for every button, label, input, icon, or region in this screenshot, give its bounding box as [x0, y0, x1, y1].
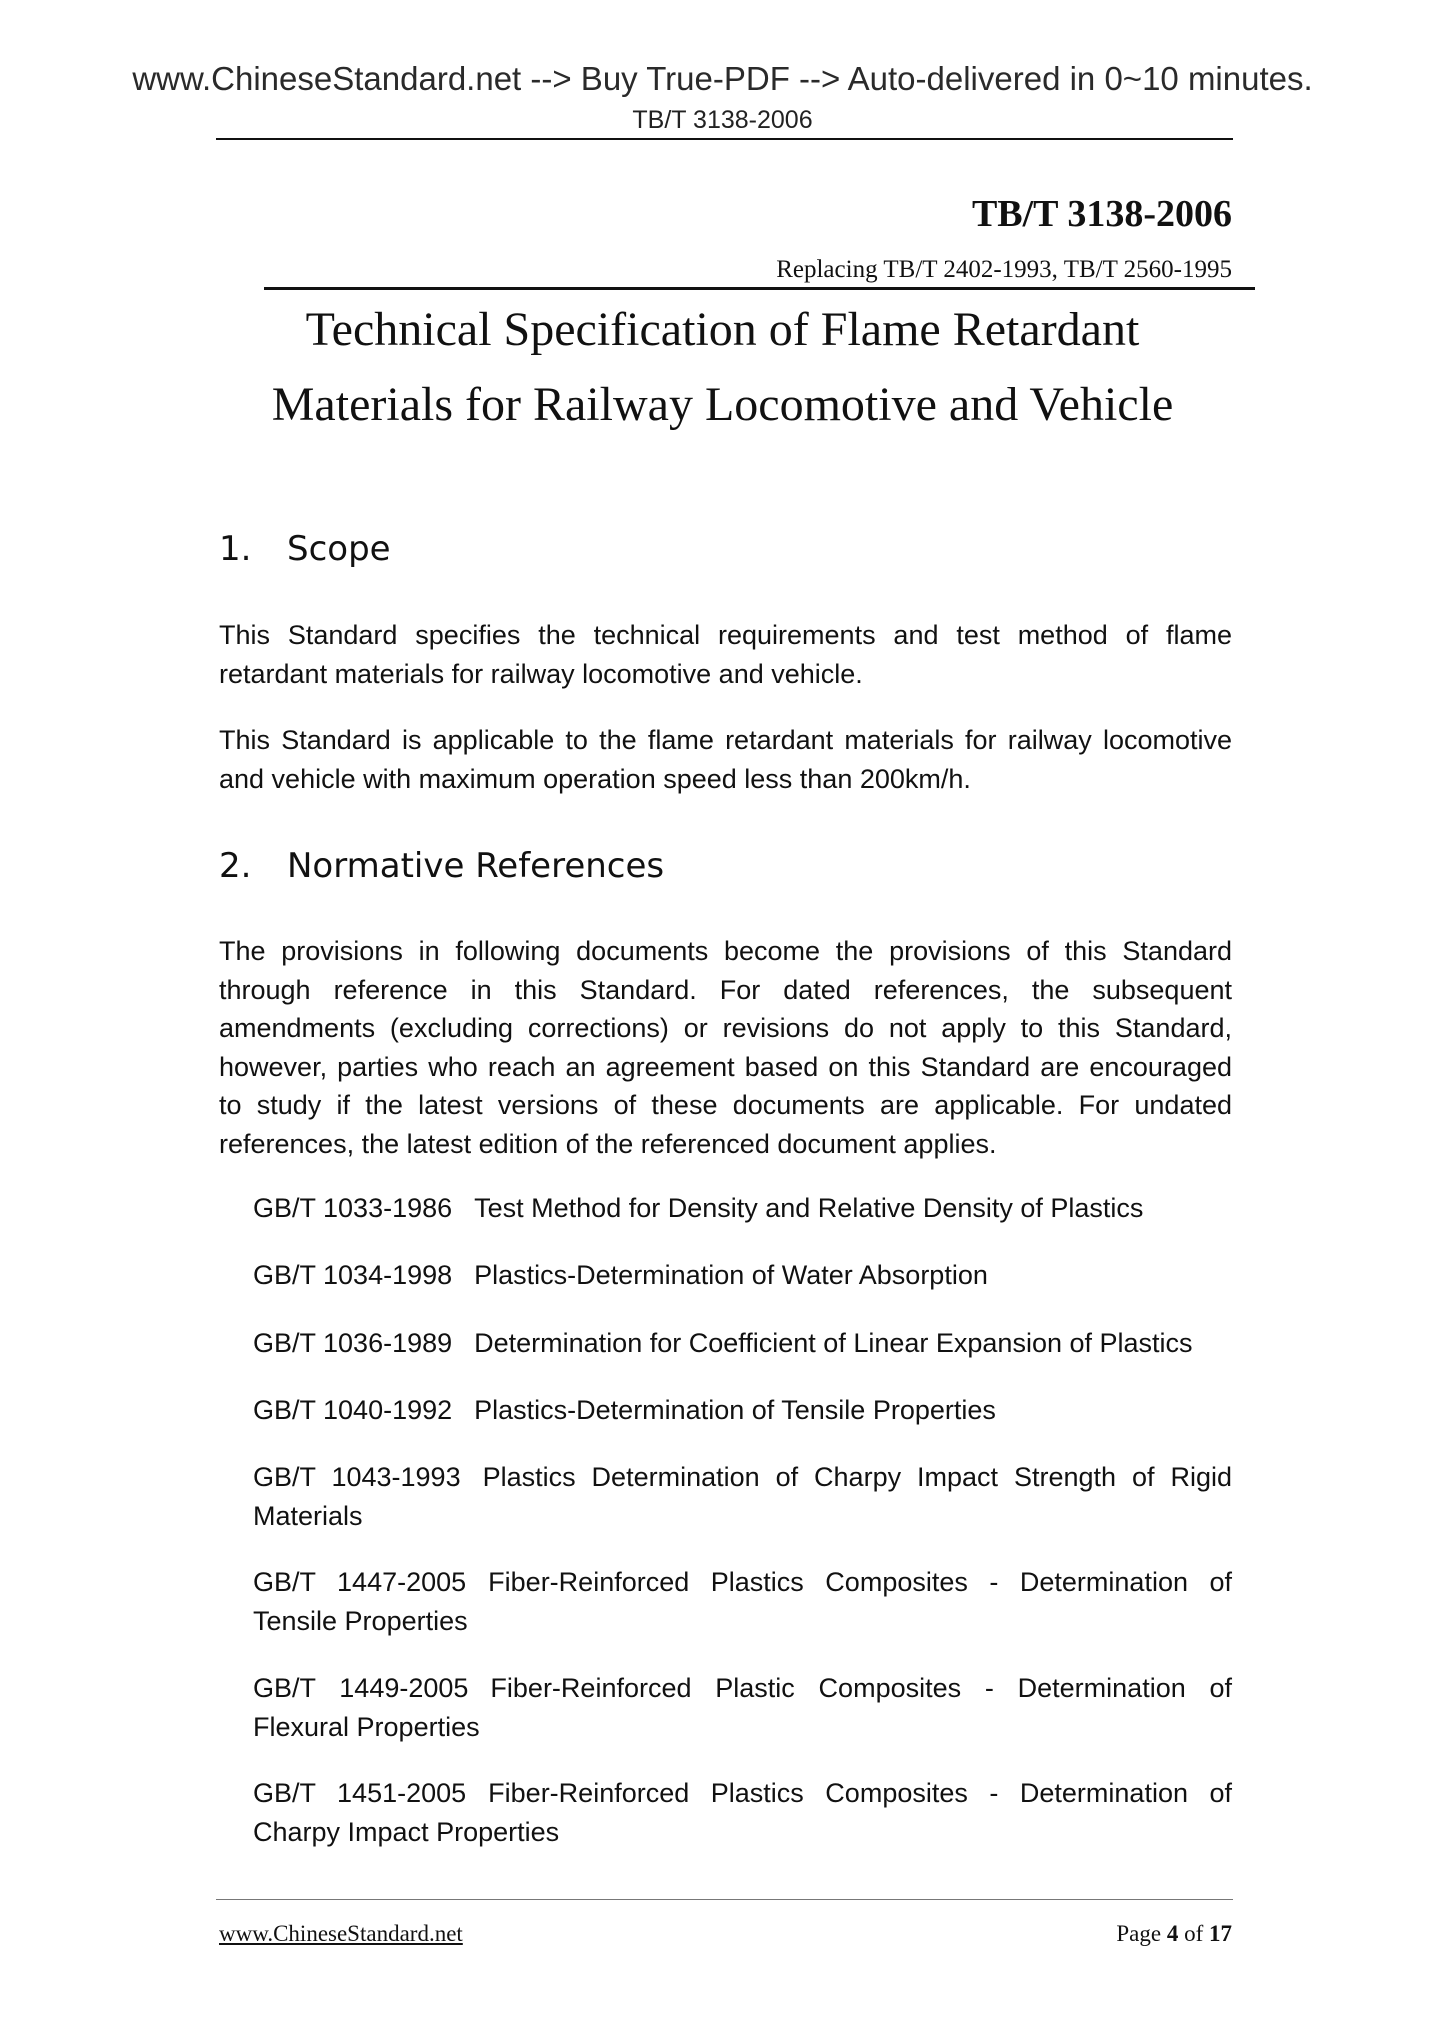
page-label: Page: [1116, 1921, 1162, 1946]
header-divider: [216, 138, 1233, 140]
reference-item: [253, 1563, 1232, 1640]
reference-item: [253, 1391, 1232, 1430]
reference-code: GB/T 1034-1998: [253, 1260, 453, 1290]
reference-item: [253, 1256, 1232, 1295]
reference-code: GB/T 1449-2005: [253, 1673, 469, 1703]
reference-code: GB/T 1451-2005: [253, 1778, 467, 1808]
reference-code: GB/T 1033-1986: [253, 1193, 453, 1223]
replacing-note: Replacing TB/T 2402-1993, TB/T 2560-1995: [776, 256, 1232, 283]
section-title: Normative References: [287, 846, 665, 886]
reference-title: Test Method for Density and Relative Density of Plastics: [474, 1193, 1144, 1223]
document-title-line-2: Materials for Railway Locomotive and Vehicle: [271, 378, 1174, 431]
page-of-label: of: [1184, 1921, 1204, 1946]
page-number: [1116, 1921, 1232, 1947]
title-divider: [264, 287, 1255, 290]
reference-title: Fiber-Reinforced Plastic Composites - Determination of Flexural Properties: [253, 1673, 1233, 1742]
section-title: Scope: [287, 529, 391, 569]
section-heading-normative-references: [219, 846, 664, 886]
top-banner-link[interactable]: www.ChineseStandard.net --> Buy True-PDF --> Auto-delivered in 0~10 minutes.: [132, 60, 1313, 97]
section-number: 2.: [219, 846, 252, 886]
reference-item: [253, 1189, 1232, 1228]
reference-title: Plastics-Determination of Water Absorption: [474, 1260, 988, 1290]
section-number: 1.: [219, 529, 252, 569]
footer-website-link[interactable]: www.ChineseStandard.net: [219, 1921, 463, 1946]
scope-paragraph-1: This Standard specifies the technical requirements and test method of flame retardant materials for railway locomotive and vehicle.: [219, 620, 1232, 689]
reference-item: [253, 1774, 1232, 1851]
standard-code: TB/T 3138-2006: [971, 193, 1232, 235]
running-header: TB/T 3138-2006: [632, 106, 813, 134]
reference-item: [253, 1458, 1232, 1535]
reference-item: [253, 1669, 1232, 1746]
reference-code: GB/T 1036-1989: [253, 1328, 453, 1358]
reference-title: Fiber-Reinforced Plastics Composites - Determination of Charpy Impact Properties: [253, 1778, 1233, 1847]
page-current: 4: [1166, 1921, 1179, 1946]
document-title-line-1: Technical Specification of Flame Retardant: [305, 303, 1140, 356]
reference-code: GB/T 1040-1992: [253, 1395, 453, 1425]
section-heading-scope: [219, 529, 391, 569]
reference-title: Determination for Coefficient of Linear Expansion of Plastics: [474, 1328, 1193, 1358]
reference-code: GB/T 1043-1993: [253, 1462, 461, 1492]
references-intro-paragraph: The provisions in following documents become the provisions of this Standard through reference in this Standard. For dated references, the subsequent amendments (excluding corrections) or revisions do not apply to this Standard, however, parties who reach an agreement based on this Standard are encouraged to study if the latest versions of these documents are applicable. For undated references, the latest edition of the referenced document applies.: [219, 936, 1232, 1159]
reference-item: [253, 1324, 1232, 1363]
page-total: 17: [1209, 1921, 1232, 1946]
scope-paragraph-2: This Standard is applicable to the flame retardant materials for railway locomotive and vehicle with maximum operation speed less than 200km/h.: [219, 725, 1232, 794]
reference-title: Fiber-Reinforced Plastics Composites - Determination of Tensile Properties: [253, 1567, 1233, 1636]
reference-title: Plastics Determination of Charpy Impact Strength of Rigid Materials: [253, 1462, 1233, 1531]
reference-title: Plastics-Determination of Tensile Properties: [474, 1395, 996, 1425]
footer-divider: [216, 1899, 1233, 1900]
reference-code: GB/T 1447-2005: [253, 1567, 467, 1597]
